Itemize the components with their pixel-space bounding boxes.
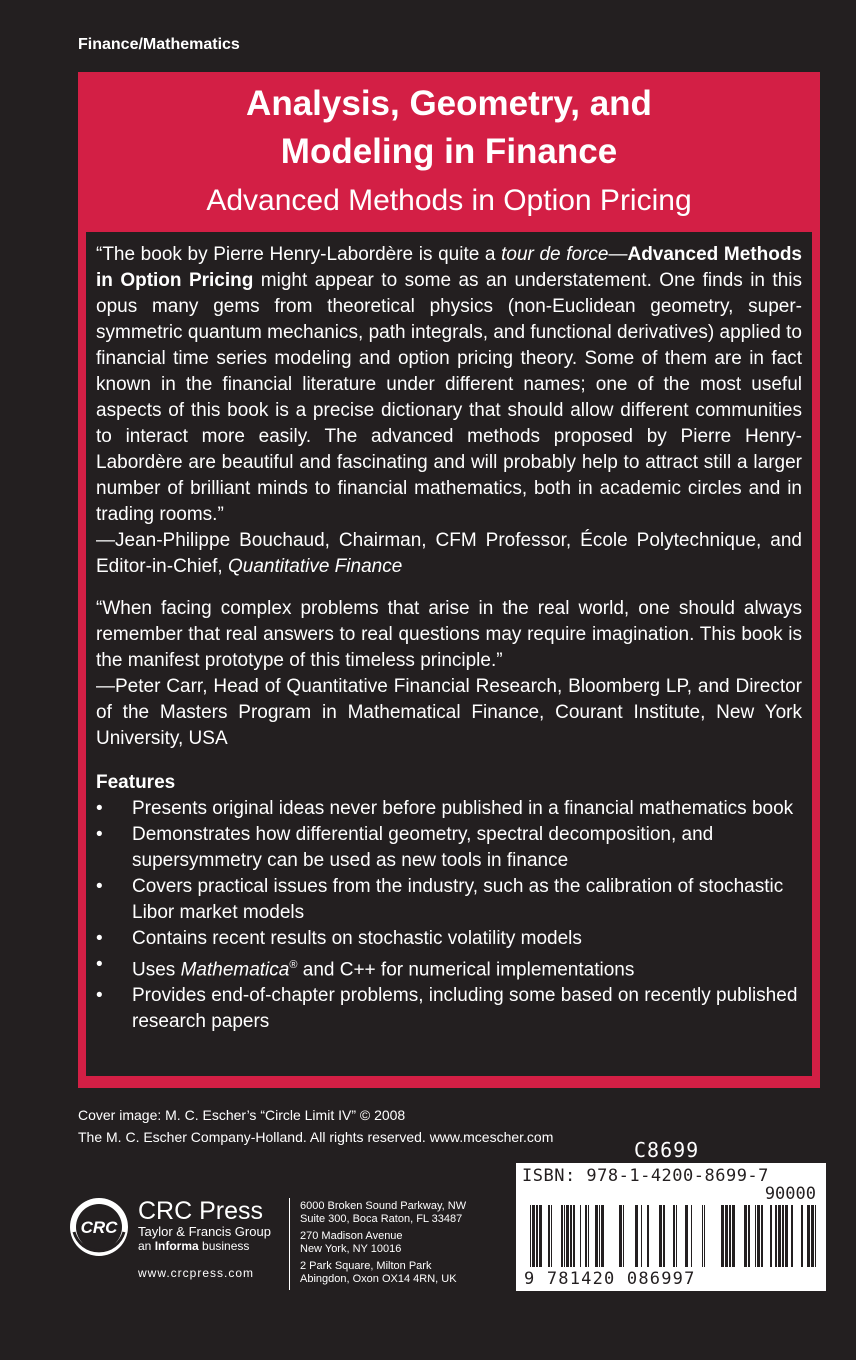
barcode-bar <box>729 1205 731 1267</box>
attribution-journal: Quantitative Finance <box>228 556 403 577</box>
barcode-bar <box>601 1205 604 1267</box>
barcode-bar <box>721 1205 724 1267</box>
feature-item <box>96 952 802 983</box>
barcode-bar <box>676 1205 677 1267</box>
barcode-bar <box>801 1205 803 1267</box>
barcode-bar <box>732 1205 735 1267</box>
barcode-bar <box>663 1205 665 1267</box>
barcode-bar <box>561 1205 563 1267</box>
address-line: Abingdon, Oxon OX14 4RN, UK <box>300 1273 457 1285</box>
barcode-bar <box>566 1205 569 1267</box>
credits-line2: The M. C. Escher Company-Holland. All rights reserved. www.mcescher.com <box>78 1129 554 1145</box>
publisher-informa <box>138 1239 271 1254</box>
feature-item: • Presents original ideas never before published in a financial mathematics book <box>96 796 802 822</box>
feature-item: • Covers practical issues from the industry, such as the calibration of stochastic Libor market models <box>96 874 802 926</box>
quote-bouchaud <box>96 242 802 580</box>
barcode-bar <box>725 1205 728 1267</box>
ean-digits: 9 781420 086997 <box>522 1269 820 1289</box>
address-line: 270 Madison Avenue <box>300 1230 403 1242</box>
quote-carr-attribution: —Peter Carr, Head of Quantitative Financial Research, Bloomberg LP, and Director of the Masters Program in Mathematical Finance, Courant Institute, New York University, USA <box>96 676 802 749</box>
address-line: Suite 300, Boca Raton, FL 33487 <box>300 1213 463 1225</box>
address-line: 6000 Broken Sound Parkway, NW <box>300 1200 467 1212</box>
publisher-name-block <box>138 1198 271 1254</box>
title-block <box>78 80 820 224</box>
barcode-bar <box>811 1205 814 1267</box>
quote-text-start: “The book by Pierre Henry-Labordère is quite a <box>96 244 502 265</box>
informa-bold: Informa <box>154 1239 199 1253</box>
publisher-addresses <box>300 1200 466 1290</box>
barcode-bar <box>588 1205 589 1267</box>
barcode-bar <box>659 1205 662 1267</box>
address-new-york <box>300 1230 466 1256</box>
barcode-bar <box>536 1205 538 1267</box>
barcode-box <box>516 1163 826 1291</box>
barcode-bar <box>685 1205 688 1267</box>
feature-text: Uses <box>132 959 181 981</box>
svg-text:CRC: CRC <box>80 1218 118 1237</box>
barcode-bar <box>775 1205 777 1267</box>
barcode-bar <box>744 1205 747 1267</box>
feature-item: • Demonstrates how differential geometry, spectral decomposition, and supersymmetry can be used as new tools in finance <box>96 822 802 874</box>
quote-italic: tour de force <box>501 244 609 265</box>
product-code: C8699 <box>634 1138 700 1162</box>
barcode-bar <box>539 1205 542 1267</box>
barcode-bar <box>585 1205 587 1267</box>
barcode-bar <box>748 1205 750 1267</box>
barcode-bar <box>807 1205 810 1267</box>
publisher-url[interactable]: www.crcpress.com <box>138 1266 255 1280</box>
barcode-bar <box>551 1205 552 1267</box>
book-subtitle: Advanced Methods in Option Pricing <box>206 184 692 217</box>
quote-dash: — <box>608 244 628 265</box>
barcode-bar <box>580 1205 581 1267</box>
quote-carr <box>96 596 802 752</box>
crc-logo-icon <box>68 1196 130 1258</box>
barcode-bar <box>791 1205 793 1267</box>
barcode-bar <box>564 1205 565 1267</box>
barcode-bar <box>641 1205 642 1267</box>
registered-mark: ® <box>289 959 298 971</box>
barcode-bar <box>530 1205 531 1267</box>
barcode-bar <box>757 1205 760 1267</box>
barcode-bar <box>619 1205 622 1267</box>
barcode-bar <box>532 1205 535 1267</box>
publisher-divider <box>289 1198 290 1290</box>
informa-post: business <box>198 1239 250 1253</box>
category-label: Finance/Mathematics <box>78 36 240 53</box>
barcode-bar <box>778 1205 781 1267</box>
barcode-bar <box>548 1205 550 1267</box>
quote-text-rest: might appear to some as an understatement. One finds in this opus many gems from theoretical physics (non-Euclidean geometry, super-symmetric quantum mechanics, path integrals, and functional derivatives) applied to financial time series modeling and option pricing theory. Some of them are in fact known in the financial literature under different names; one of the most useful aspects of this book is a precise dictionary that should allow different communities to interact more easily. The advanced methods proposed by Pierre Henry-Labordère are beautiful and fascinating and will probably help to attract still a larger number of brilliant minds to financial mathematics, both in academic circles and in trading rooms.” <box>96 270 802 525</box>
barcode-bar <box>782 1205 784 1267</box>
barcode-bar <box>595 1205 598 1267</box>
address-boca-raton <box>300 1200 466 1226</box>
barcode-bar <box>573 1205 575 1267</box>
barcode-icon <box>522 1205 820 1267</box>
book-title-line2: Modeling in Finance <box>280 132 618 171</box>
barcode-bar <box>570 1205 572 1267</box>
address-abingdon <box>300 1260 466 1286</box>
barcode-bar <box>761 1205 763 1267</box>
publisher-block <box>68 1196 271 1258</box>
publisher-group: Taylor & Francis Group <box>138 1224 271 1239</box>
barcode-bar <box>673 1205 675 1267</box>
barcode-bar <box>815 1205 816 1267</box>
quote-bouchaud-attribution <box>96 528 802 580</box>
informa-pre: an <box>138 1239 155 1253</box>
barcode-bar <box>599 1205 600 1267</box>
quote-bold-title: Advanced Methods in Option Pricing <box>96 244 803 291</box>
credits-line1: Cover image: M. C. Escher’s “Circle Limit IV” © 2008 <box>78 1107 406 1123</box>
title-frame <box>78 72 820 1088</box>
book-title-line1: Analysis, Geometry, and <box>246 84 652 123</box>
barcode-bar <box>755 1205 756 1267</box>
publisher-name: CRC Press <box>138 1197 264 1225</box>
price-code: 90000 <box>764 1184 816 1204</box>
barcode-bar <box>702 1205 703 1267</box>
barcode-bar <box>770 1205 772 1267</box>
feature-item: • Contains recent results on stochastic volatility models <box>96 926 802 952</box>
feature-text: and C++ for numerical implementations <box>297 959 635 981</box>
barcode-bar <box>647 1205 649 1267</box>
isbn-text: ISBN: 978-1-4200-8699-7 <box>522 1166 769 1186</box>
attribution-text: —Jean-Philippe Bouchaud, Chairman, CFM Professor, École Polytechnique, and Editor-in-Chief, <box>96 530 802 577</box>
quote-carr-text: “When facing complex problems that arise in the real world, one should always remember that real answers to real questions may require imagination. This book is the manifest prototype of this timeless principle.” <box>96 598 802 671</box>
barcode-bar <box>623 1205 624 1267</box>
barcode-bar <box>704 1205 705 1267</box>
features-heading: Features <box>96 772 176 793</box>
cover-image-credits <box>78 1104 553 1148</box>
features-list <box>96 796 802 1035</box>
barcode-bar <box>785 1205 788 1267</box>
quote-bouchaud-text <box>96 242 802 528</box>
address-line: 2 Park Square, Milton Park <box>300 1260 432 1272</box>
feature-mathematica: Mathematica <box>180 959 290 981</box>
barcode-bar <box>691 1205 692 1267</box>
barcode-bar <box>635 1205 638 1267</box>
blurb-panel <box>86 232 812 1076</box>
address-line: New York, NY 10016 <box>300 1243 402 1255</box>
feature-item: • Provides end-of-chapter problems, including some based on recently published research papers <box>96 983 802 1035</box>
